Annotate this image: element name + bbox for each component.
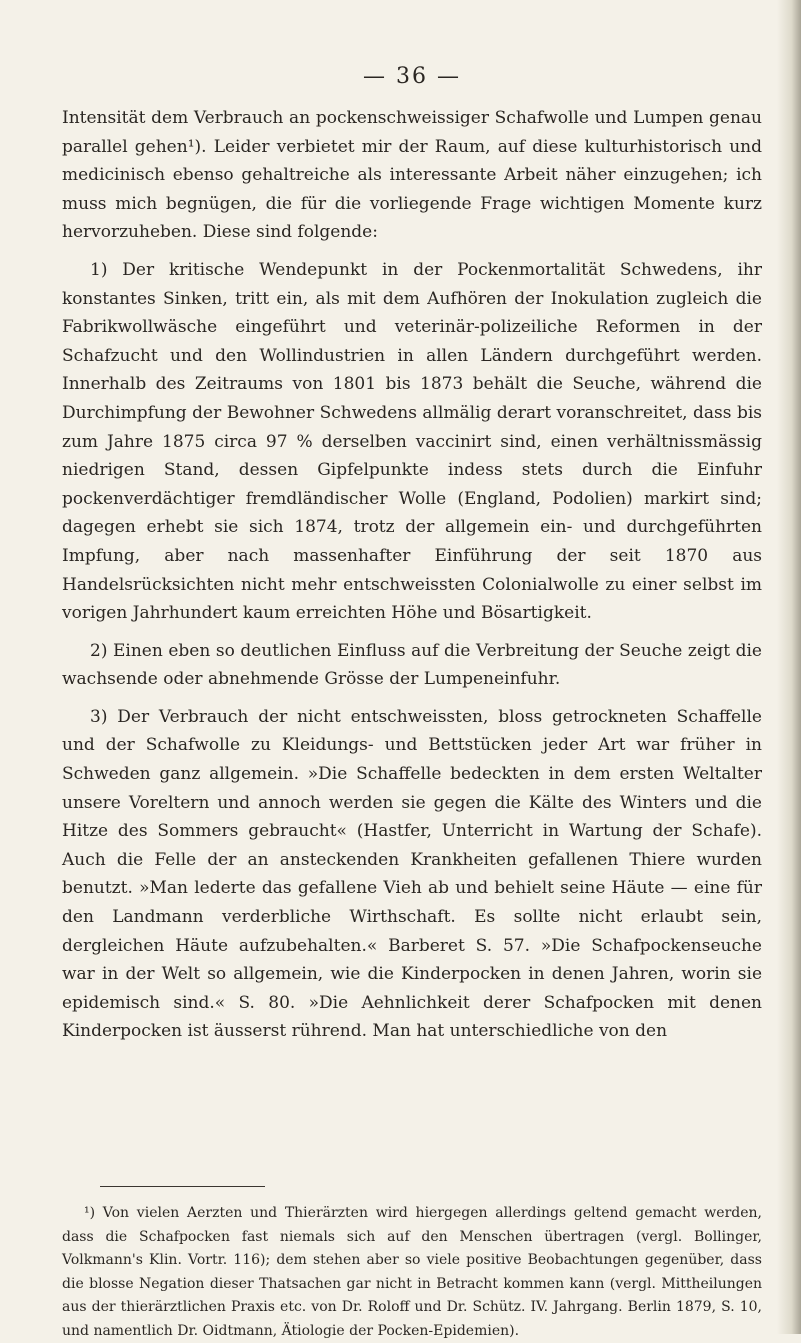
- footnote-divider: [100, 1186, 265, 1187]
- paragraph-point-2: 2) Einen eben so deutlichen Einfluss auf die Verbreitung der Seuche zeigt die wachsende oder abnehmende Grösse der Lumpeneinfuhr.: [62, 640, 762, 690]
- main-text: [62, 104, 762, 1046]
- paragraph-intro: Intensität dem Verbrauch an pockenschweissiger Schafwolle und Lumpen genau parallel gehen¹). Leider verbietet mir der Raum, auf diese kulturhistorisch und medicinisch ebenso gehaltreiche als interessante Arbeit näher einzugehen; ich muss mich begnügen, die für die vorliegende Frage wichtigen Momente kurz hervorzuheben. Diese sind folgende:: [62, 108, 762, 243]
- page-number: — 36 —: [363, 64, 461, 89]
- paragraph-point-1: 1) Der kritische Wendepunkt in der Pockenmortalität Schwedens, ihr konstantes Sinken, tritt ein, als mit dem Aufhören der Inokulation zugleich die Fabrikwollwäsche eingeführt und veterinär-polizeiliche Reformen in der Schafzucht und den Wollindustrien in allen Ländern durchgeführt werden. Innerhalb des Zeitraums von 1801 bis 1873 behält die Seuche, während die Durchimpfung der Bewohner Schwedens allmälig derart voranschreitet, dass bis zum Jahre 1875 circa 97 % derselben vaccinirt sind, einen verhältnissmässig niedrigen Stand, dessen Gipfelpunkte indess stets durch die Einfuhr pockenverdächtiger fremdländischer Wolle (England, Podolien) markirt sind; dagegen erhebt sie sich 1874, trotz der allgemein ein- und durchgeführten Impfung, aber nach massenhafter Einführung der seit 1870 aus Handelsrücksichten nicht mehr entschweissten Colonialwolle zu einer selbst im vorigen Jahrhundert kaum erreichten Höhe und Bösartigkeit.: [62, 259, 762, 624]
- footnote-1: ¹) Von vielen Aerzten und Thierärzten wird hiergegen allerdings geltend gemacht werden, dass die Schafpocken fast niemals sich auf den Menschen übertragen (vergl. Bollinger, Volkmann's Klin. Vortr. 116); dem stehen aber so viele positive Beobachtungen gegenüber, dass die blosse Negation dieser Thatsachen gar nicht in Betracht kommen kann (vergl. Mittheilungen aus der thierärztlichen Praxis etc. von Dr. Roloff und Dr. Schütz. IV. Jahrgang. Berlin 1879, S. 10, und namentlich Dr. Oidtmann, Ätiologie der Pocken-Epidemien).: [62, 1205, 762, 1339]
- scan-shadow: [777, 0, 801, 1334]
- paragraph-point-3: 3) Der Verbrauch der nicht entschweissten, bloss getrockneten Schaffelle und der Schafwolle zu Kleidungs- und Bettstücken jeder Art war früher in Schweden ganz allgemein. »Die Schaffelle bedeckten in dem ersten Weltalter unsere Voreltern und annoch werden sie gegen die Kälte des Winters und die Hitze des Sommers gebraucht« (Hastfer, Unterricht in Wartung der Schafe). Auch die Felle der an ansteckenden Krankheiten gefallenen Thiere wurden benutzt. »Man lederte das gefallene Vieh ab und behielt seine Häute — eine für den Landmann verderbliche Wirthschaft. Es sollte nicht erlaubt sein, dergleichen Häute aufzubehalten.« Barberet S. 57. »Die Schafpockenseuche war in der Welt so allgemein, wie die Kinderpocken in denen Jahren, worin sie epidemisch sind.« S. 80. »Die Aehnlichkeit derer Schafpocken mit denen Kinderpocken ist äusserst rührend. Man hat unterschiedliche von den: [62, 706, 762, 1042]
- footnotes: [62, 1202, 762, 1343]
